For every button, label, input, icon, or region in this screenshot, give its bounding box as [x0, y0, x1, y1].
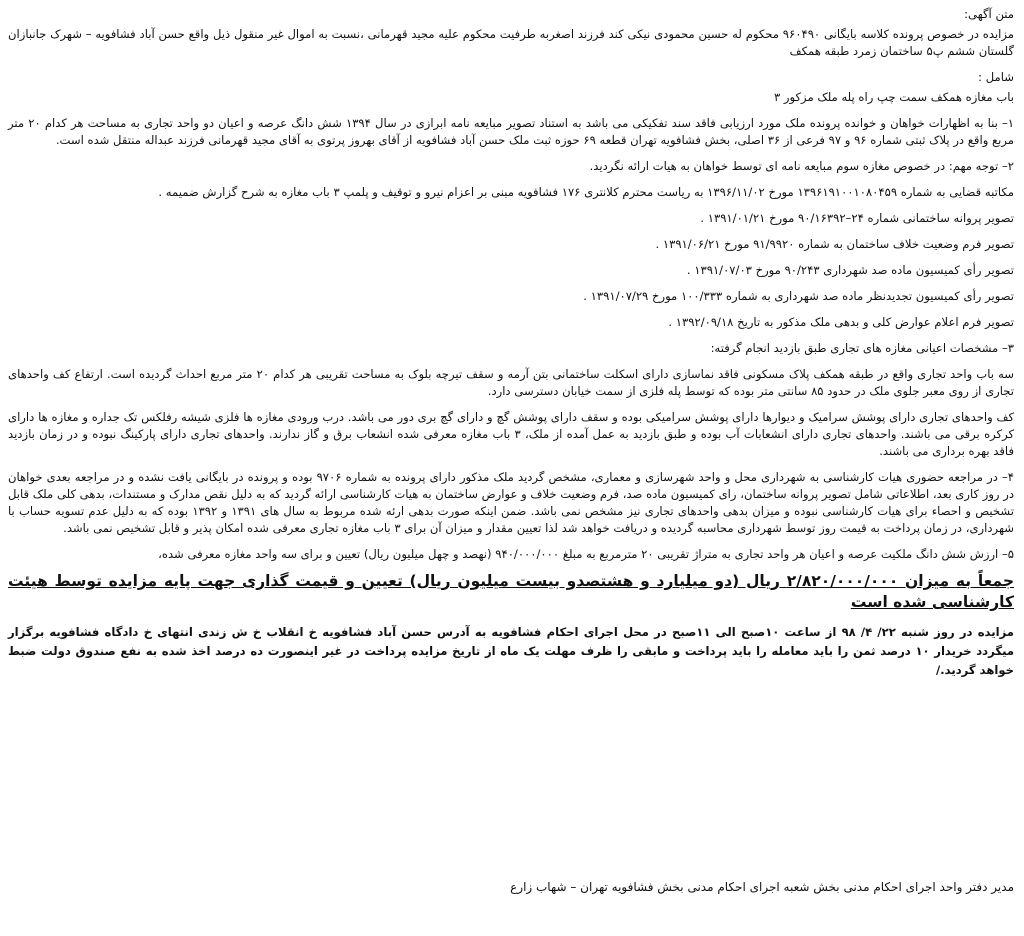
item-5-paragraph: ۵– ارزش شش دانگ ملکیت عرصه و اعیان هر واحد تجاری به متراژ تقریبی ۲۰ مترمربع به مبلغ ۹۴۰/۰۰۰/۰۰۰ (نهصد و چهل میلیون ریال) تعیین و برای سه واحد مغازه معرفی شده، [158, 547, 1014, 561]
commission-ruling-line: تصویر رأی کمیسیون ماده صد شهرداری ۹۰/۲۴۳ مورخ ۱۳۹۱/۰۷/۰۳ . [686, 263, 1014, 277]
violation-form-line: تصویر فرم وضعیت خلاف ساختمان به شماره ۹۱/۹۹۲۰ مورخ ۱۳۹۱/۰۶/۲۱ . [655, 237, 1014, 251]
includes-label: شامل : [978, 70, 1014, 84]
shop-line: باب مغازه همکف سمت چپ راه پله ملک مزکور ۳ [774, 90, 1014, 104]
item-4-paragraph: ۴– در مراجعه حضوری هیات کارشناسی به شهرداری محل و واحد شهرسازی و معماری، مشخص گردید ملک مذکور دارای پرونده به شماره ۹۷۰۶ بوده و پرونده در بایگانی یافت نشده و در مراجعه بعدی خواهان در روز کاری بعد، اطلاعاتی شامل تصویر پروانه ساختمان، رای کمیسیون ماده صد، فرم وضعیت خلاف و عوارض ساختمان به هیات کارشناسی ارائه گردید که به دلیل نقص مدارک و مستندات، بدهی کلی ملک قابل تشخیص و احصاء برای هیات کارشناسی نبوده و میزان بدهی واحدهای تجاری نیز مشخص نمی باشد. ضمن اینکه صورت بدهی ارئه شده مربوط به سال های ۱۳۹۱ و ۱۳۹۲ بوده که به دلیل عدم تسویه حساب با شهرداری، در زمان پرداخت به قیمت روز توسط شهرداری محاسبه گردیده و دریافت خواهد شد لذا تعیین مقدار و میزان آن برای ۳ باب مغازه تجاری معرفی شده امکان پذیر و قابل تشخیص نمی باشد. [8, 470, 1014, 535]
fees-form-line: تصویر فرم اعلام عوارض کلی و بدهی ملک مذکور به تاریخ ۱۳۹۲/۰۹/۱۸ . [668, 315, 1014, 329]
auction-terms: مزایده در روز شنبه ۲۲/ ۴/ ۹۸ از ساعت ۱۰صبح الی ۱۱صبح در محل اجرای احکام فشافویه به آدرس حسن آباد فشافویه خ انقلاب خ ش زندی انتهای خ دادگاه فشافویه برگزار میگردد خریدار ۱۰ درصد ثمن را باید معامله را باید پرداخت و مابقی را ظرف مهلت یک ماه از تاریخ مزایده پرداخت در غیر اینصورت ده درصد اخذ شده به نفع صندوق دولت ضبط خواهد گردید./ [8, 625, 1014, 677]
shops-description-2: کف واحدهای تجاری دارای پوشش سرامیک و دیوارها دارای پوشش سرامیکی بوده و سقف دارای پوشش گچ و دارای گچ بری دور می باشد. درب ورودی مغازه ها فلزی شیشه رفلکس تک جداره و مغازه ها دارای کرکره برقی می باشند. واحدهای تجاری دارای انشعابات آب بوده و طبق بازدید به عمل آمده از ملک، ۳ باب مغازه معرفی شده انشعاب برق و گاز ندارند. واحدهای تجاری دارای پارکینگ نبوده و در زمان بازدید فاقد بهره برداری می باشند. [8, 410, 1014, 458]
shops-description-1: سه باب واحد تجاری واقع در طبقه همکف پلاک مسکونی فاقد نماسازی دارای اسکلت ساختمانی بتن آرمه و سقف تیرچه بلوک به مساحت تقریبی هر کدام ۲۰ متر مربع احداث گردیده است. ارتفاع کف واحدهای تجاری از روی معبر جلوی ملک در حدود ۸۵ سانتی متر بوده که توسط پله فلزی از سمت خیابان دسترسی دارد. [8, 367, 1014, 398]
judicial-letter-line: مکاتبه قضایی به شماره ۱۳۹۶۱۹۱۰۰۱۰۸۰۴۵۹ مورخ ۱۳۹۶/۱۱/۰۲ به ریاست محترم کلانتری ۱۷۶ فشافویه مبنی بر اعزام نیرو و توقیف و پلمپ ۳ باب مغازه به شرح گزارش ضمیمه . [158, 185, 1014, 199]
signature-line: مدیر دفتر واحد اجرای احکام مدنی بخش شعبه اجرای احکام مدنی بخش فشافویه تهران – شهاب زارع [510, 880, 1014, 894]
item-2-paragraph: ۲– توجه مهم: در خصوص مغازه سوم مبایعه نامه ای توسط خواهان به هیات ارائه نگردید. [589, 159, 1014, 173]
review-commission-line: تصویر رأی کمیسیون تجدیدنظر ماده صد شهرداری به شماره ۱۰۰/۳۳۳ مورخ ۱۳۹۱/۰۷/۲۹ . [583, 289, 1014, 303]
notice-intro: مزایده در خصوص پرونده کلاسه بایگانی ۹۶۰۴۹۰ محکوم له حسین محمودی نیکی کند فرزند اصغربه طرفیت محکوم علیه مجید قهرمانی ،نسبت به اموال غیر منقول ذیل واقع حسن آباد فشافویه – شهرک جانبازان گلستان ششم پ۵ ساختمان زمرد طبقه همکف [8, 27, 1014, 58]
auction-notice [8, 6, 1014, 680]
item-3-paragraph: ۳– مشخصات اعیانی مغازه های تجاری طبق بازدید انجام گرفته: [710, 341, 1014, 355]
total-valuation-heading: جمعاً به میزان ۲/۸۲۰/۰۰۰/۰۰۰ ریال (دو میلیارد و هشتصدو بیست میلیون ریال) تعیین و قیمت گذاری جهت پایه مزایده توسط هیئت کارشناسی شده است [8, 572, 1014, 611]
building-permit-line: تصویر پروانه ساختمانی شماره ۲۴–۹۰/۱۶۳۹۲ مورخ ۱۳۹۱/۰۱/۲۱ . [700, 211, 1014, 225]
item-1-paragraph: ۱– بنا به اظهارات خواهان و خوانده پرونده ملک مورد ارزیابی فاقد سند تفکیکی می باشد به استناد تصویر مبایعه نامه ابرازی در سال ۱۳۹۴ شش دانگ عرصه و اعیان دو واحد تجاری به مساحت هر کدام ۲۰ متر مربع واقع در پلاک ثبتی شماره ۹۶ و ۹۷ فرعی از ۳۶ اصلی، بخش فشافویه تهران قطعه ۶۹ حوزه ثبت ملک حسن آباد فشافویه از آقای بهروز پرتوی به آقای مجید قهرمانی فرزند عبداله منتقل شده است. [8, 116, 1014, 147]
notice-heading: متن آگهی: [964, 7, 1014, 21]
